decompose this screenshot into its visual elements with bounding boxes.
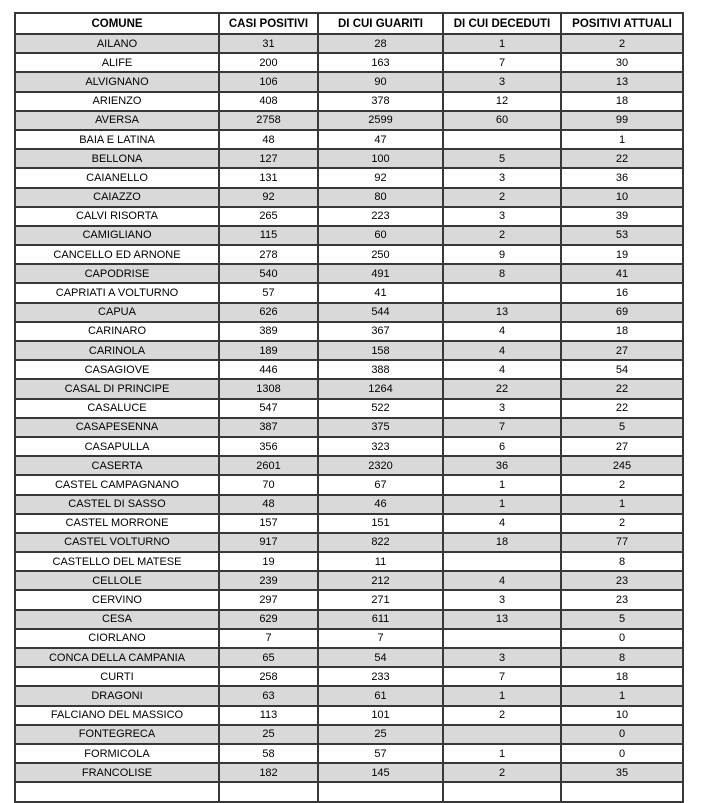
di-cui-guariti-cell: 158 xyxy=(318,341,443,360)
table-row xyxy=(15,111,683,130)
di-cui-guariti-cell: 47 xyxy=(318,130,443,149)
comune-cell: CANCELLO ED ARNONE xyxy=(15,245,219,264)
di-cui-deceduti-cell xyxy=(443,629,561,648)
positivi-attuali-cell: 36 xyxy=(561,168,683,187)
casi-positivi-cell: 157 xyxy=(219,514,318,533)
casi-positivi-cell: 2601 xyxy=(219,456,318,475)
casi-positivi-cell: 92 xyxy=(219,188,318,207)
comune-cell: CELLOLE xyxy=(15,571,219,590)
casi-positivi-cell: 48 xyxy=(219,130,318,149)
comune-cell: CASTEL MORRONE xyxy=(15,514,219,533)
covid-comuni-table xyxy=(14,12,684,803)
casi-positivi-cell: 389 xyxy=(219,322,318,341)
positivi-attuali-cell: 69 xyxy=(561,303,683,322)
table-row xyxy=(15,725,683,744)
casi-positivi-cell: 200 xyxy=(219,53,318,72)
di-cui-guariti-cell: 822 xyxy=(318,533,443,552)
table-row xyxy=(15,437,683,456)
di-cui-guariti-cell: 271 xyxy=(318,590,443,609)
comune-cell: CAIANELLO xyxy=(15,168,219,187)
di-cui-guariti-cell: 375 xyxy=(318,418,443,437)
di-cui-guariti-cell: 7 xyxy=(318,629,443,648)
di-cui-guariti-cell: 25 xyxy=(318,725,443,744)
casi-positivi-cell: 387 xyxy=(219,418,318,437)
casi-positivi-cell: 63 xyxy=(219,686,318,705)
comune-cell xyxy=(15,782,219,801)
di-cui-deceduti-cell: 3 xyxy=(443,590,561,609)
di-cui-guariti-cell: 101 xyxy=(318,706,443,725)
table-row xyxy=(15,610,683,629)
comune-cell: CIORLANO xyxy=(15,629,219,648)
di-cui-guariti-cell: 223 xyxy=(318,207,443,226)
comune-cell: CARINOLA xyxy=(15,341,219,360)
casi-positivi-cell: 70 xyxy=(219,475,318,494)
di-cui-guariti-cell: 67 xyxy=(318,475,443,494)
casi-positivi-cell: 917 xyxy=(219,533,318,552)
table-row xyxy=(15,706,683,725)
di-cui-deceduti-cell: 2 xyxy=(443,706,561,725)
comune-cell: CERVINO xyxy=(15,590,219,609)
comune-cell: FORMICOLA xyxy=(15,744,219,763)
casi-positivi-cell: 115 xyxy=(219,226,318,245)
table-row xyxy=(15,92,683,111)
di-cui-guariti-cell: 46 xyxy=(318,495,443,514)
di-cui-deceduti-cell: 3 xyxy=(443,207,561,226)
casi-positivi-cell: 7 xyxy=(219,629,318,648)
di-cui-deceduti-cell: 7 xyxy=(443,53,561,72)
positivi-attuali-cell: 13 xyxy=(561,72,683,91)
di-cui-guariti-cell: 57 xyxy=(318,744,443,763)
positivi-attuali-cell xyxy=(561,782,683,801)
casi-positivi-cell xyxy=(219,782,318,801)
comune-cell: CASTEL DI SASSO xyxy=(15,495,219,514)
casi-positivi-cell: 113 xyxy=(219,706,318,725)
di-cui-deceduti-cell: 12 xyxy=(443,92,561,111)
casi-positivi-cell: 629 xyxy=(219,610,318,629)
table-row xyxy=(15,495,683,514)
comune-cell: FRANCOLISE xyxy=(15,763,219,782)
comune-cell: CESA xyxy=(15,610,219,629)
comune-cell: AILANO xyxy=(15,34,219,53)
positivi-attuali-cell: 2 xyxy=(561,34,683,53)
table-row xyxy=(15,226,683,245)
table-row xyxy=(15,533,683,552)
positivi-attuali-cell: 16 xyxy=(561,283,683,302)
di-cui-guariti-cell: 100 xyxy=(318,149,443,168)
di-cui-deceduti-cell xyxy=(443,283,561,302)
positivi-attuali-cell: 27 xyxy=(561,341,683,360)
table-row xyxy=(15,245,683,264)
positivi-attuali-cell: 22 xyxy=(561,399,683,418)
table-row xyxy=(15,322,683,341)
casi-positivi-cell: 131 xyxy=(219,168,318,187)
casi-positivi-cell: 19 xyxy=(219,552,318,571)
casi-positivi-cell: 1308 xyxy=(219,379,318,398)
column-header-casi-positivi: CASI POSITIVI xyxy=(219,13,318,34)
column-header-comune: COMUNE xyxy=(15,13,219,34)
casi-positivi-cell: 626 xyxy=(219,303,318,322)
positivi-attuali-cell: 18 xyxy=(561,92,683,111)
di-cui-deceduti-cell: 4 xyxy=(443,322,561,341)
positivi-attuali-cell: 27 xyxy=(561,437,683,456)
casi-positivi-cell: 48 xyxy=(219,495,318,514)
comune-cell: CALVI RISORTA xyxy=(15,207,219,226)
positivi-attuali-cell: 0 xyxy=(561,629,683,648)
comune-cell: CASTEL CAMPAGNANO xyxy=(15,475,219,494)
comune-cell: CAPODRISE xyxy=(15,264,219,283)
comune-cell: CASALUCE xyxy=(15,399,219,418)
positivi-attuali-cell: 18 xyxy=(561,322,683,341)
di-cui-deceduti-cell: 4 xyxy=(443,571,561,590)
comune-cell: AVERSA xyxy=(15,111,219,130)
di-cui-deceduti-cell: 1 xyxy=(443,686,561,705)
positivi-attuali-cell: 53 xyxy=(561,226,683,245)
di-cui-deceduti-cell: 13 xyxy=(443,303,561,322)
di-cui-guariti-cell: 388 xyxy=(318,360,443,379)
column-header-di-cui-guariti: DI CUI GUARITI xyxy=(318,13,443,34)
comune-cell: BAIA E LATINA xyxy=(15,130,219,149)
casi-positivi-cell: 356 xyxy=(219,437,318,456)
di-cui-guariti-cell: 323 xyxy=(318,437,443,456)
di-cui-deceduti-cell: 4 xyxy=(443,514,561,533)
di-cui-deceduti-cell: 13 xyxy=(443,610,561,629)
table-row xyxy=(15,168,683,187)
di-cui-deceduti-cell: 3 xyxy=(443,168,561,187)
positivi-attuali-cell: 0 xyxy=(561,744,683,763)
casi-positivi-cell: 258 xyxy=(219,667,318,686)
table-row xyxy=(15,341,683,360)
table-row-partial xyxy=(15,782,683,801)
positivi-attuali-cell: 18 xyxy=(561,667,683,686)
di-cui-deceduti-cell: 6 xyxy=(443,437,561,456)
table-row xyxy=(15,360,683,379)
positivi-attuali-cell: 2 xyxy=(561,475,683,494)
di-cui-guariti-cell: 80 xyxy=(318,188,443,207)
positivi-attuali-cell: 10 xyxy=(561,706,683,725)
di-cui-guariti-cell: 28 xyxy=(318,34,443,53)
positivi-attuali-cell: 23 xyxy=(561,590,683,609)
casi-positivi-cell: 57 xyxy=(219,283,318,302)
di-cui-guariti-cell: 522 xyxy=(318,399,443,418)
di-cui-deceduti-cell: 3 xyxy=(443,72,561,91)
di-cui-guariti-cell xyxy=(318,782,443,801)
positivi-attuali-cell: 0 xyxy=(561,725,683,744)
table-row xyxy=(15,552,683,571)
di-cui-deceduti-cell: 4 xyxy=(443,360,561,379)
di-cui-guariti-cell: 250 xyxy=(318,245,443,264)
di-cui-deceduti-cell: 4 xyxy=(443,341,561,360)
comuni-table-container xyxy=(14,12,682,803)
positivi-attuali-cell: 10 xyxy=(561,188,683,207)
di-cui-guariti-cell: 90 xyxy=(318,72,443,91)
di-cui-deceduti-cell: 3 xyxy=(443,399,561,418)
di-cui-deceduti-cell: 2 xyxy=(443,188,561,207)
table-row xyxy=(15,686,683,705)
casi-positivi-cell: 408 xyxy=(219,92,318,111)
di-cui-deceduti-cell xyxy=(443,552,561,571)
di-cui-deceduti-cell: 7 xyxy=(443,418,561,437)
positivi-attuali-cell: 54 xyxy=(561,360,683,379)
table-row xyxy=(15,514,683,533)
table-row xyxy=(15,149,683,168)
positivi-attuali-cell: 35 xyxy=(561,763,683,782)
table-row xyxy=(15,456,683,475)
comune-cell: CONCA DELLA CAMPANIA xyxy=(15,648,219,667)
positivi-attuali-cell: 8 xyxy=(561,552,683,571)
di-cui-deceduti-cell: 1 xyxy=(443,34,561,53)
positivi-attuali-cell: 5 xyxy=(561,418,683,437)
di-cui-deceduti-cell: 36 xyxy=(443,456,561,475)
table-row xyxy=(15,303,683,322)
comune-cell: ALVIGNANO xyxy=(15,72,219,91)
positivi-attuali-cell: 22 xyxy=(561,149,683,168)
casi-positivi-cell: 31 xyxy=(219,34,318,53)
table-row xyxy=(15,207,683,226)
di-cui-guariti-cell: 1264 xyxy=(318,379,443,398)
casi-positivi-cell: 25 xyxy=(219,725,318,744)
positivi-attuali-cell: 77 xyxy=(561,533,683,552)
comune-cell: CURTI xyxy=(15,667,219,686)
table-row xyxy=(15,571,683,590)
comune-cell: CARINARO xyxy=(15,322,219,341)
di-cui-guariti-cell: 2599 xyxy=(318,111,443,130)
comune-cell: FALCIANO DEL MASSICO xyxy=(15,706,219,725)
table-body xyxy=(15,34,683,802)
comune-cell: CASAGIOVE xyxy=(15,360,219,379)
casi-positivi-cell: 540 xyxy=(219,264,318,283)
table-row xyxy=(15,418,683,437)
casi-positivi-cell: 189 xyxy=(219,341,318,360)
di-cui-guariti-cell: 233 xyxy=(318,667,443,686)
comune-cell: FONTEGRECA xyxy=(15,725,219,744)
table-row xyxy=(15,744,683,763)
di-cui-guariti-cell: 367 xyxy=(318,322,443,341)
di-cui-deceduti-cell: 9 xyxy=(443,245,561,264)
column-header-positivi-attuali: POSITIVI ATTUALI xyxy=(561,13,683,34)
di-cui-guariti-cell: 378 xyxy=(318,92,443,111)
comune-cell: CASAPULLA xyxy=(15,437,219,456)
di-cui-deceduti-cell: 22 xyxy=(443,379,561,398)
positivi-attuali-cell: 1 xyxy=(561,130,683,149)
comune-cell: ARIENZO xyxy=(15,92,219,111)
table-row xyxy=(15,130,683,149)
positivi-attuali-cell: 5 xyxy=(561,610,683,629)
positivi-attuali-cell: 19 xyxy=(561,245,683,264)
di-cui-guariti-cell: 163 xyxy=(318,53,443,72)
positivi-attuali-cell: 99 xyxy=(561,111,683,130)
casi-positivi-cell: 547 xyxy=(219,399,318,418)
comune-cell: CASTEL VOLTURNO xyxy=(15,533,219,552)
comune-cell: CAPRIATI A VOLTURNO xyxy=(15,283,219,302)
table-row xyxy=(15,648,683,667)
comune-cell: CASAPESENNA xyxy=(15,418,219,437)
di-cui-guariti-cell: 2320 xyxy=(318,456,443,475)
di-cui-deceduti-cell: 1 xyxy=(443,744,561,763)
di-cui-guariti-cell: 212 xyxy=(318,571,443,590)
casi-positivi-cell: 58 xyxy=(219,744,318,763)
di-cui-guariti-cell: 611 xyxy=(318,610,443,629)
positivi-attuali-cell: 22 xyxy=(561,379,683,398)
di-cui-guariti-cell: 145 xyxy=(318,763,443,782)
table-row xyxy=(15,379,683,398)
di-cui-deceduti-cell: 7 xyxy=(443,667,561,686)
di-cui-guariti-cell: 544 xyxy=(318,303,443,322)
casi-positivi-cell: 106 xyxy=(219,72,318,91)
comune-cell: CASERTA xyxy=(15,456,219,475)
table-row xyxy=(15,667,683,686)
casi-positivi-cell: 446 xyxy=(219,360,318,379)
casi-positivi-cell: 127 xyxy=(219,149,318,168)
di-cui-deceduti-cell: 1 xyxy=(443,475,561,494)
casi-positivi-cell: 2758 xyxy=(219,111,318,130)
table-row xyxy=(15,72,683,91)
di-cui-guariti-cell: 151 xyxy=(318,514,443,533)
di-cui-guariti-cell: 41 xyxy=(318,283,443,302)
table-row xyxy=(15,264,683,283)
positivi-attuali-cell: 1 xyxy=(561,686,683,705)
comune-cell: CAMIGLIANO xyxy=(15,226,219,245)
table-row xyxy=(15,629,683,648)
di-cui-guariti-cell: 60 xyxy=(318,226,443,245)
table-row xyxy=(15,475,683,494)
comune-cell: CAIAZZO xyxy=(15,188,219,207)
di-cui-deceduti-cell: 3 xyxy=(443,648,561,667)
comune-cell: ALIFE xyxy=(15,53,219,72)
casi-positivi-cell: 65 xyxy=(219,648,318,667)
table-row xyxy=(15,590,683,609)
comune-cell: CASAL DI PRINCIPE xyxy=(15,379,219,398)
header-row xyxy=(15,13,683,34)
di-cui-guariti-cell: 54 xyxy=(318,648,443,667)
di-cui-guariti-cell: 61 xyxy=(318,686,443,705)
positivi-attuali-cell: 39 xyxy=(561,207,683,226)
casi-positivi-cell: 239 xyxy=(219,571,318,590)
casi-positivi-cell: 265 xyxy=(219,207,318,226)
di-cui-guariti-cell: 11 xyxy=(318,552,443,571)
di-cui-guariti-cell: 491 xyxy=(318,264,443,283)
di-cui-deceduti-cell xyxy=(443,725,561,744)
di-cui-deceduti-cell: 2 xyxy=(443,763,561,782)
comune-cell: DRAGONI xyxy=(15,686,219,705)
di-cui-deceduti-cell xyxy=(443,130,561,149)
table-row xyxy=(15,53,683,72)
di-cui-deceduti-cell: 18 xyxy=(443,533,561,552)
di-cui-deceduti-cell: 60 xyxy=(443,111,561,130)
table-row xyxy=(15,34,683,53)
casi-positivi-cell: 297 xyxy=(219,590,318,609)
comune-cell: BELLONA xyxy=(15,149,219,168)
positivi-attuali-cell: 41 xyxy=(561,264,683,283)
column-header-di-cui-deceduti: DI CUI DECEDUTI xyxy=(443,13,561,34)
di-cui-deceduti-cell: 2 xyxy=(443,226,561,245)
table-row xyxy=(15,763,683,782)
di-cui-guariti-cell: 92 xyxy=(318,168,443,187)
casi-positivi-cell: 278 xyxy=(219,245,318,264)
table-row xyxy=(15,399,683,418)
positivi-attuali-cell: 2 xyxy=(561,514,683,533)
comune-cell: CAPUA xyxy=(15,303,219,322)
positivi-attuali-cell: 1 xyxy=(561,495,683,514)
table-row xyxy=(15,188,683,207)
di-cui-deceduti-cell: 8 xyxy=(443,264,561,283)
positivi-attuali-cell: 30 xyxy=(561,53,683,72)
di-cui-deceduti-cell: 5 xyxy=(443,149,561,168)
positivi-attuali-cell: 245 xyxy=(561,456,683,475)
table-row xyxy=(15,283,683,302)
positivi-attuali-cell: 8 xyxy=(561,648,683,667)
casi-positivi-cell: 182 xyxy=(219,763,318,782)
positivi-attuali-cell: 23 xyxy=(561,571,683,590)
comune-cell: CASTELLO DEL MATESE xyxy=(15,552,219,571)
di-cui-deceduti-cell xyxy=(443,782,561,801)
di-cui-deceduti-cell: 1 xyxy=(443,495,561,514)
